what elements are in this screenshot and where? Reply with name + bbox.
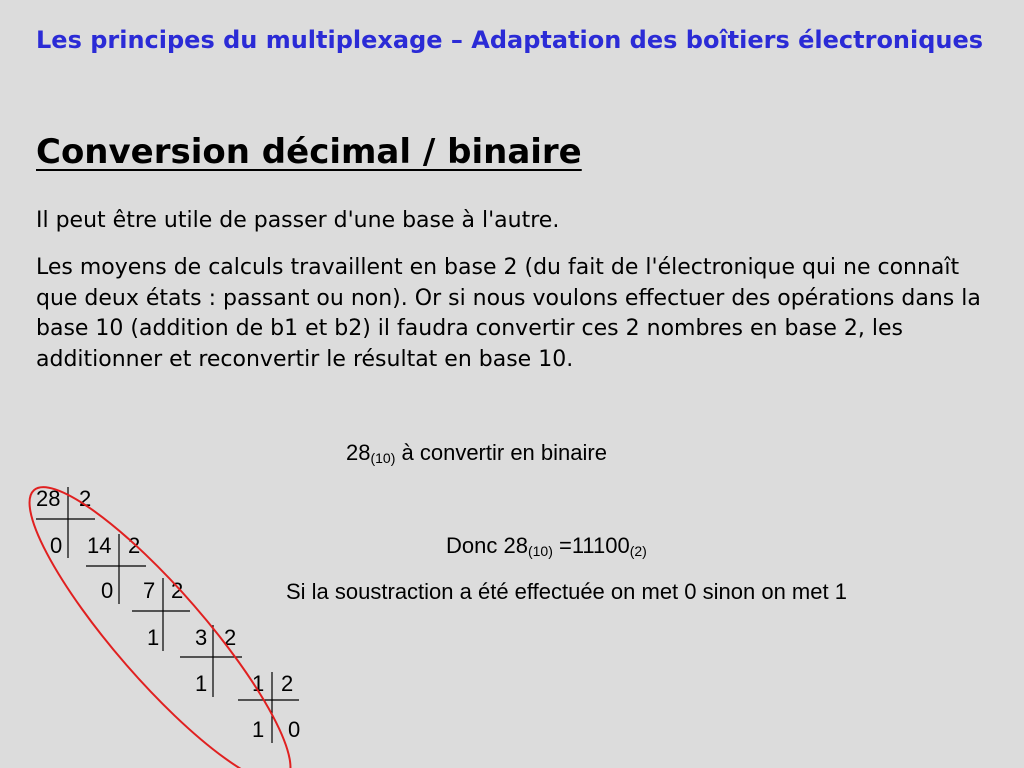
final-quotient: 0 — [288, 717, 301, 742]
section-title: Conversion décimal / binaire — [36, 132, 582, 172]
page-header: Les principes du multiplexage – Adaptation des boîtiers électroniques — [36, 26, 984, 54]
remainder-2: 0 — [101, 578, 114, 603]
remainder-5: 1 — [252, 717, 265, 742]
explanation-paragraph: Les moyens de calculs travaillent en base 2 (du fait de l'électronique qui ne connaît que deux états : passant ou non). Or si nous voulons effectuer des opérations dans la base 10 (addition de b1 et b2) il faudra convertir ces 2 nombres en base 2, les additionner et reconvertir le résultat en base 10. — [36, 255, 981, 372]
rule-note: Si la soustraction a été effectuée on met 0 sinon on met 1 — [286, 579, 847, 604]
divisor-3: 2 — [171, 578, 184, 603]
example-label: à convertir en binaire — [395, 440, 607, 465]
intro-paragraph: Il peut être utile de passer d'une base à l'autre. — [36, 208, 560, 233]
dividend-7: 7 — [143, 578, 156, 603]
example-number: 28 — [346, 440, 371, 465]
result-value: =11100 — [552, 533, 630, 558]
divisor-2: 2 — [128, 533, 141, 558]
remainder-1: 0 — [50, 533, 63, 558]
remainder-4: 1 — [195, 671, 208, 696]
result-prefix: Donc 28 — [446, 533, 528, 558]
remainder-3: 1 — [147, 625, 160, 650]
result-base: (10) — [527, 543, 553, 559]
dividend-14: 14 — [87, 533, 112, 558]
divisor-5: 2 — [281, 671, 294, 696]
example-base: (10) — [370, 450, 396, 466]
dividend-28: 28 — [36, 486, 61, 511]
result-bin-base: (2) — [629, 543, 647, 559]
dividend-1: 1 — [252, 671, 265, 696]
dividend-3: 3 — [195, 625, 208, 650]
divisor-4: 2 — [224, 625, 237, 650]
divisor-1: 2 — [79, 486, 92, 511]
